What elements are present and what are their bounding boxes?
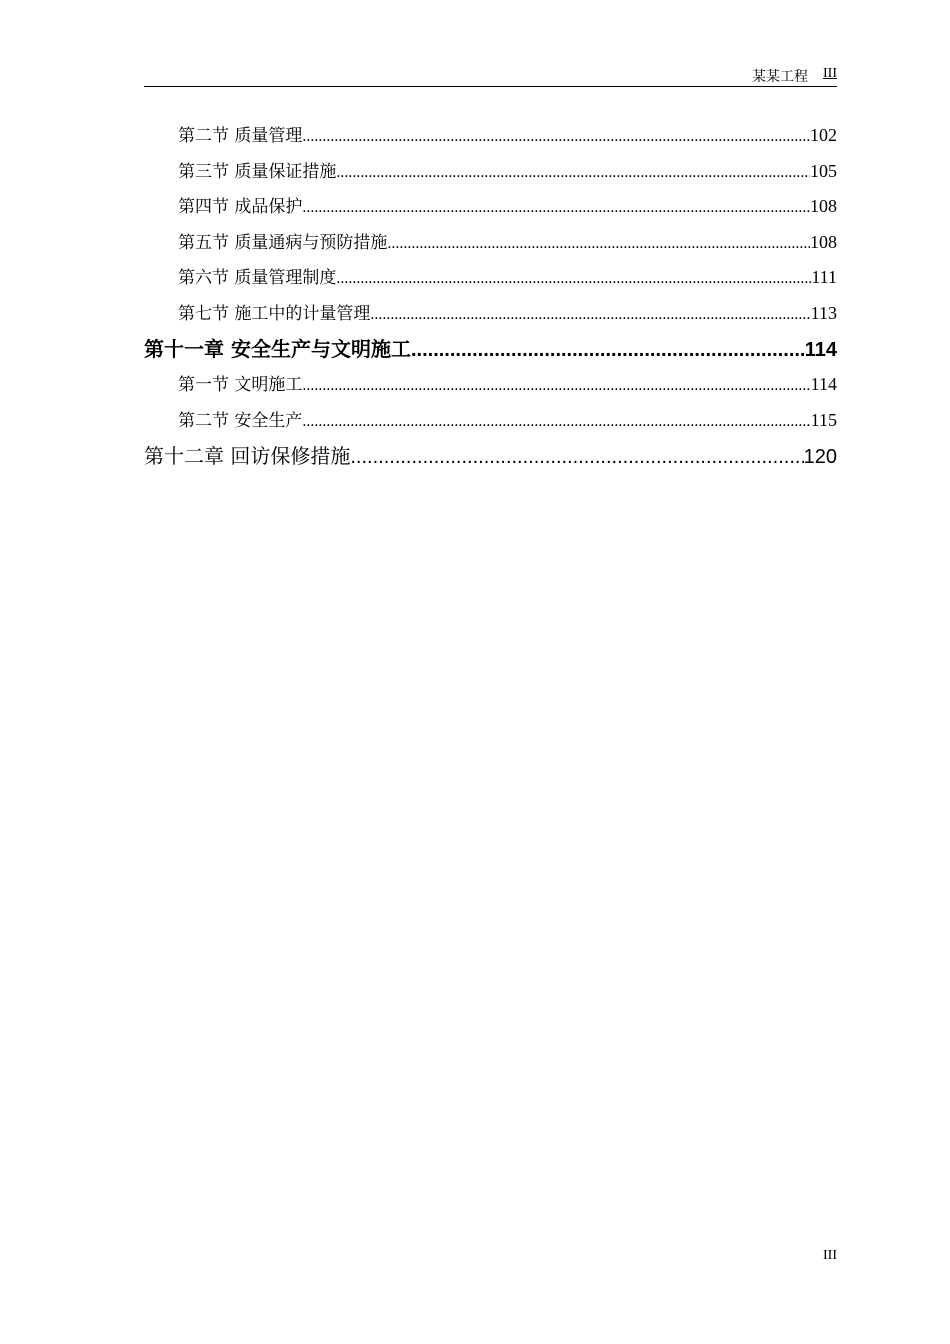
toc-entry[interactable] [144, 154, 837, 190]
toc-dot-leader [387, 226, 810, 261]
toc-entry-page: 113 [810, 302, 837, 323]
toc-entry-page: 120 [803, 446, 837, 468]
toc-dot-leader [302, 119, 810, 154]
toc-entry-page: 108 [810, 231, 837, 252]
toc-entry-page: 111 [811, 267, 837, 287]
toc-entry-page: 102 [810, 125, 837, 145]
toc-entry[interactable] [144, 367, 837, 403]
toc-dot-leader [302, 368, 810, 403]
toc-entry-title: 第二节 质量管理 [178, 126, 303, 146]
toc-dot-leader [302, 404, 810, 439]
toc-entry-page: 115 [810, 409, 837, 430]
toc-dot-leader [336, 155, 810, 190]
toc-entry[interactable] [144, 403, 837, 439]
toc-entry-title: 第七节 施工中的计量管理 [178, 303, 371, 324]
toc-entry-page: 108 [810, 196, 837, 216]
toc-entry-title: 第十一章 安全生产与文明施工 [144, 337, 411, 361]
toc-dot-leader [411, 332, 805, 367]
toc-entry[interactable] [144, 118, 837, 154]
toc-entry[interactable] [144, 189, 837, 225]
footer-page-number: III [823, 1248, 837, 1263]
toc-dot-leader [336, 261, 811, 296]
toc-entry-title: 第三节 质量保证措施 [178, 161, 337, 182]
header-page-number: III [823, 66, 837, 81]
toc-entry-title: 第一节 文明施工 [178, 375, 303, 395]
header-title: 某某工程 [752, 69, 808, 85]
toc-entry[interactable] [144, 225, 837, 261]
page-header [144, 64, 837, 87]
toc-entry-title: 第十二章 回访保修措施 [144, 444, 351, 468]
toc-entry[interactable] [144, 296, 837, 332]
toc-dot-leader [302, 190, 810, 225]
toc-chapter-entry[interactable] [144, 331, 837, 367]
toc-entry-title: 第五节 质量通病与预防措施 [178, 232, 388, 253]
toc-entry-title: 第四节 成品保护 [178, 197, 303, 217]
toc-entry-page: 114 [804, 339, 837, 361]
table-of-contents [144, 118, 837, 474]
toc-entry-title: 第二节 安全生产 [178, 410, 303, 431]
toc-entry-page: 105 [810, 160, 837, 181]
toc-dot-leader [350, 439, 803, 474]
toc-chapter-entry[interactable] [144, 438, 837, 474]
toc-entry-page: 114 [810, 374, 837, 394]
toc-dot-leader [370, 297, 810, 332]
toc-entry-title: 第六节 质量管理制度 [178, 268, 337, 288]
toc-entry[interactable] [144, 260, 837, 296]
